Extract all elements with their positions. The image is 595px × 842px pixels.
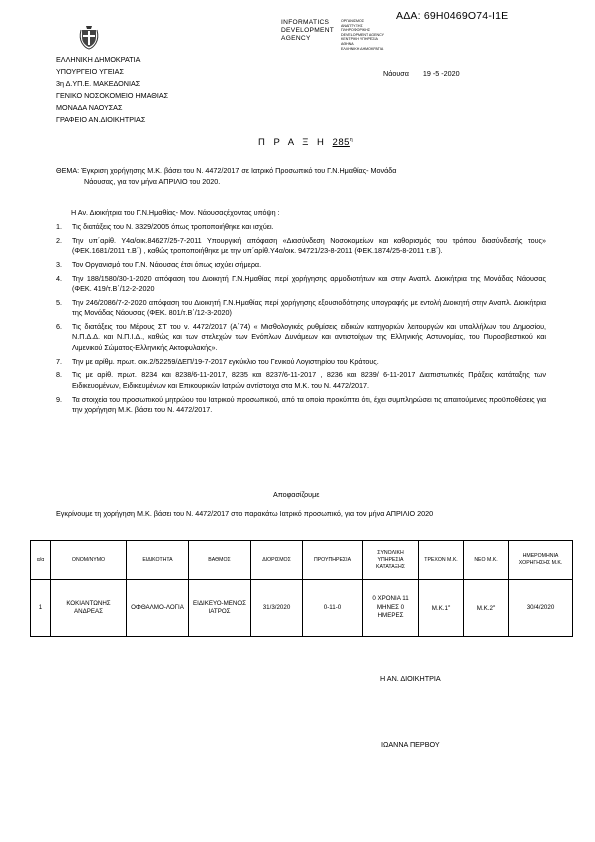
list-item: 2. Την υπ΄αρίθ. Υ4α/οικ.84627/25-7-2011 Υπουργική απόφαση «Διασύνδεση Νοσοκομείων και καθορισμός του τρόπου διασύνδεσής τους» (ΦΕΚ.1681/2011 τ.Β΄) , καθώς τροποποιήθηκε με την υπ΄αρίθ.Υ4α/οικ. 94721/23-8-2011 (ΦΕΚ.1874/25-8-2011 τ.Β΄). <box>56 235 546 256</box>
intro-text: Η Αν. Διοικήτρια του Γ.Ν.Ημαθίας- Μον. Νάουσαςέχοντας υπόψη : <box>71 208 280 217</box>
list-item: 6. Τις διατάξεις του Μέρους ΣΤ του ν. 4472/2017 (Α΄74) « Μισθολογικές ρυθμίσεις ειδικών κατηγοριών λειτουργών και υπαλλήλων του Δημοσίου, Ν.Π.Δ.Δ. και Ν.Π.Ι.Δ., καθώς και των στελεχών των Ενόπλων Δυνάμεων και αντιστοίχων της Ελληνικής Αστυνομίας, του Πυροσβεστικού και Λιμενικού Σώματος-Ελληνικής Ακτοφυλακής». <box>56 321 546 352</box>
header-line: ΓΡΑΦΕΙΟ ΑΝ.ΔΙΟΙΚΗΤΡΙΑΣ <box>56 115 146 124</box>
col-header-prior-service: ΠΡΟΥΠΗΡΕΣΙΑ <box>303 541 363 580</box>
header-line: ΓΕΝΙΚΟ ΝΟΣΟΚΟΜΕΙΟ ΗΜΑΘΙΑΣ <box>56 91 169 100</box>
cell-grade: ΕΙΔΙΚΕΥΟ-ΜΕΝΟΣ ΙΑΤΡΟΣ <box>189 580 251 637</box>
date-value: 19 -5 -2020 <box>422 69 460 78</box>
list-item: 9. Τα στοιχεία του προσωπικού μητρώου του Ιατρικού προσωπικού, από τα οποία προκύπτει ότι, έχει συμπληρώσει τις απαιτούμενες προϋποθέσεις για την χορήγηση Μ.Κ. βάσει του Ν. 4472/2017. <box>56 394 546 414</box>
col-header-total-service: ΣΥΝΟΛΙΚΗ ΥΠΗΡΕΣΙΑ ΚΑΤΑΤΑΞΗΣ <box>363 541 419 580</box>
header-line: ΥΠΟΥΡΓΕΙΟ ΥΓΕΙΑΣ <box>56 67 124 76</box>
greek-emblem-icon <box>78 24 100 50</box>
header-line: ΕΛΛΗΝΙΚΗ ΔΗΜΟΚΡΑΤΙΑ <box>56 55 141 64</box>
col-header-name: ΟΝΟΜ/ΝΥΜΟ <box>51 541 127 580</box>
cell-total-service: 0 ΧΡΟΝΙΑ 11 ΜΗΝΕΣ 0 ΗΜΕΡΕΣ <box>363 580 419 637</box>
praxi-label: Π Ρ Α Ξ Η <box>258 137 327 149</box>
col-header-current-mk: ΤΡΕΧΟΝ Μ.Κ. <box>419 541 464 580</box>
cell-aa: 1 <box>31 580 51 637</box>
col-header-grade: ΒΑΘΜΟΣ <box>189 541 251 580</box>
table-row <box>31 580 573 637</box>
document-title <box>258 137 353 148</box>
approval-text: Εγκρίνουμε τη χορήγηση Μ.Κ. βάσει του Ν. 4472/2017 στο παρακάτω Ιατρικό προσωπικό, για τον μήνα ΑΠΡΙΛΙΟ 2020 <box>56 509 434 518</box>
cell-name: ΚΟΚΙΑΝΤΩΝΗΣ ΑΝΔΡΕΑΣ <box>51 580 127 637</box>
signature-role: Η ΑΝ. ΔΙΟΙΚΗΤΡΙΑ <box>380 674 441 683</box>
col-header-new-mk: ΝΕΟ Μ.Κ. <box>464 541 509 580</box>
logo-big-text: INFORMATICS DEVELOPMENT AGENCY <box>281 19 335 42</box>
cell-appointment: 31/3/2020 <box>251 580 303 637</box>
list-item: 4. Την 188/1580/30-1-2020 απόφαση του Διοικητή Γ.Ν.Ημαθίας περί χορήγησης αρμοδιοτήτων και στην Αναπλ. Διοικήτρια της Μονάδας Νάουσας (ΦΕΚ. 419/τ.Β΄/12-2-2020 <box>56 273 546 294</box>
document-date <box>383 69 460 78</box>
list-item: 8. Τις με αρίθ. πρωτ. 8234 και 8238/6-11-2017, 8235 και 8237/6-11-2017 , 8236 και 8239/ 6-11-2017 Διαπιστωτικές Πράξεις κατάταξης των Ειδικευομένων, Ειδικευμένων και Επικουρικών Ιατρών αντίστοιχα στα Μ.Κ. του Ν. 4472/2017. <box>56 370 546 390</box>
cell-new-mk: $M.K.2^o$ <box>464 580 509 637</box>
praxi-number: 285 <box>332 137 350 149</box>
ada-code: ΑΔΑ: 69Η0469Ο74-Ι1Ε <box>396 10 509 22</box>
logo-small-text: ΟΡΓΑΝΙΣΜΟΣ ΑΝΑΠΤΥΞΗΣ ΠΛΗΡΟΦΟΡΙΚΗΣ DEVELOPMENT AGENCY ΚΕΝΤΡΙΚΗ ΥΠΗΡΕΣΙΑ ΑΘΗΝΑ ΕΛΛΗΝΙΚΗ ΔΗΜΟΚΡΑΤΙΑ <box>341 19 385 51</box>
list-item: 1. Τις διατάξεις του Ν. 3329/2005 όπως τροποποιήθηκε και ισχύει. <box>56 222 274 231</box>
list-item: 7. Την με αρίθμ. πρωτ. οικ.2/52259/ΔΕΠ/19-7-2017 εγκύκλιο του Γενικού Λογιστηρίου του Κράτους. <box>56 356 379 366</box>
cell-current-mk: $M.K.1^o$ <box>419 580 464 637</box>
table-header-row <box>31 541 573 580</box>
informatics-logo <box>281 19 385 51</box>
subject <box>56 165 546 187</box>
col-header-aa: α/α <box>31 541 51 580</box>
decision-heading: Αποφασίζουμε <box>273 490 320 499</box>
considerations-list <box>56 222 546 419</box>
subject-line-2: Νάουσας, για τον μήνα ΑΠΡΙΛΙΟ του 2020. <box>84 177 221 186</box>
cell-specialty: ΟΦΘΑΛΜΟ-ΛΟΓΙΑ <box>127 580 189 637</box>
list-item: 3. Τον Οργανισμό του Γ.Ν. Νάουσας έτσι όπως ισχύει σήμερα. <box>56 259 262 269</box>
signature-name: ΙΩΑΝΝΑ ΠΕΡΒΟΥ <box>381 740 440 749</box>
list-item: 5. Την 246/2086/7-2-2020 απόφαση του Διοικητή Γ.Ν.Ημαθίας περί χορήγησης εξουσιοδότησης υπογραφής με εντολή Διοικητή στην Αναπλ. Διοικήτρια της Μονάδας Νάουσας (ΦΕΚ. 801/τ.Β΄/12-3-2020) <box>56 297 546 318</box>
col-header-grant-date: ΗΜΕΡΟΜΗΝΙΑ ΧΟΡΗΓΗΣΗΣ Μ.Κ. <box>509 541 573 580</box>
date-place: Νάουσα <box>383 69 409 78</box>
praxi-sup: η <box>349 137 353 143</box>
cell-prior-service: 0-11-0 <box>303 580 363 637</box>
header-line: ΜΟΝΑΔΑ ΝΑΟΥΣΑΣ <box>56 103 123 112</box>
subject-line-1: ΘΕΜΑ: Έγκριση χορήγησης Μ.Κ. βάσει του Ν. 4472/2017 σε Ιατρικό Προσωπικό του Γ.Ν.Ημαθίας- Μονάδα <box>56 166 397 175</box>
cell-grant-date: 30/4/2020 <box>509 580 573 637</box>
col-header-specialty: ΕΙΔΙΚΟΤΗΤΑ <box>127 541 189 580</box>
letterhead <box>56 54 168 126</box>
approval-table <box>30 540 573 637</box>
header-line: 3η Δ.ΥΠ.Ε. ΜΑΚΕΔΟΝΙΑΣ <box>56 79 141 88</box>
col-header-appointment: ΔΙΟΡΙΣΜΟΣ <box>251 541 303 580</box>
